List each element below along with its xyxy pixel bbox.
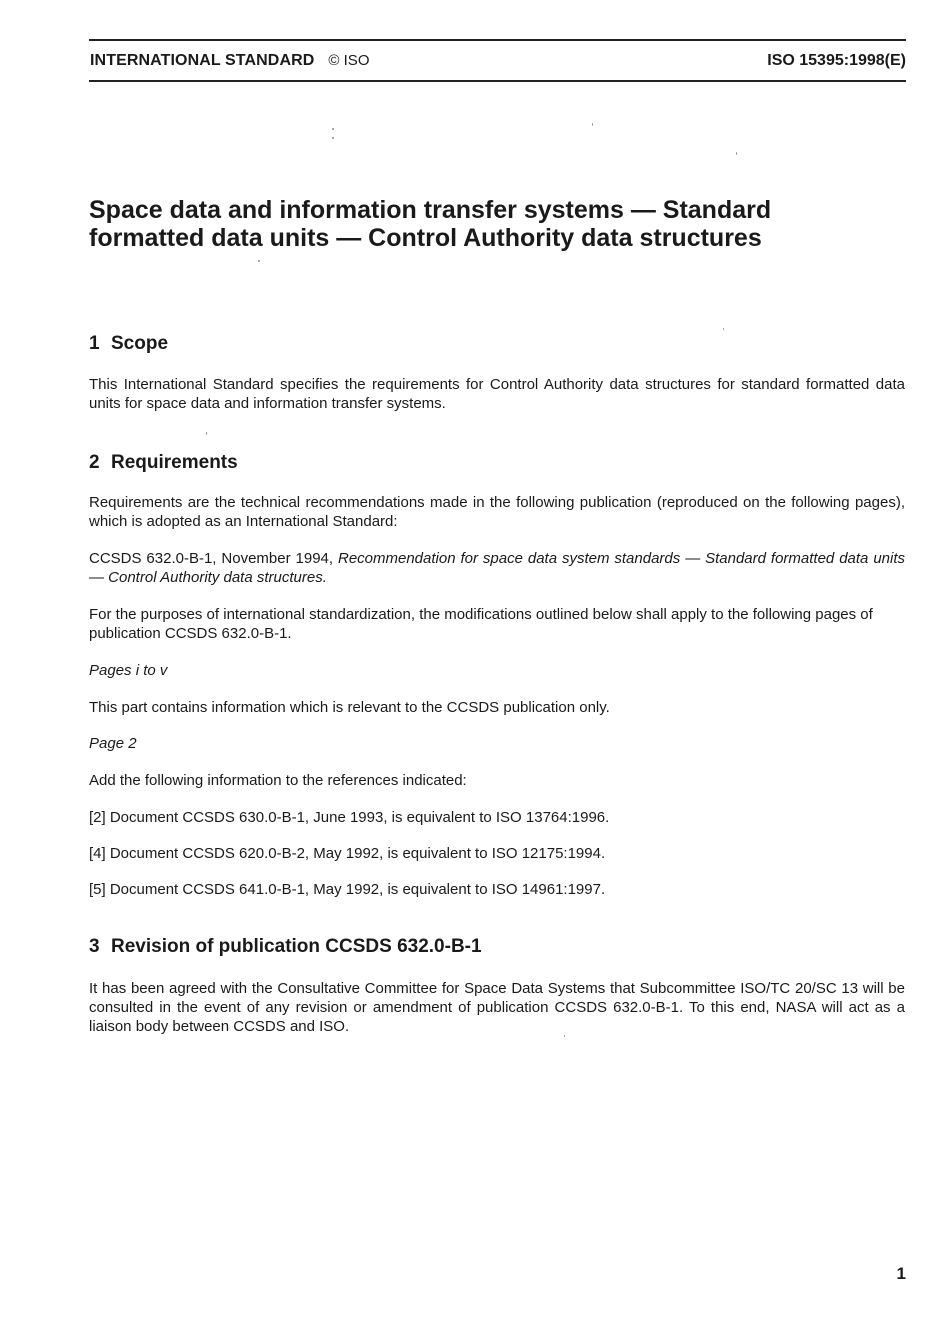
header-top-rule: [89, 39, 906, 41]
section-number: 2: [89, 452, 100, 473]
page2-label: Page 2: [89, 735, 137, 752]
section-title: Requirements: [111, 452, 238, 473]
page2-text: Add the following information to the references indicated:: [89, 772, 467, 789]
section-heading-revision: [89, 936, 482, 958]
citation-id: CCSDS 632.0-B-1, November 1994,: [89, 550, 334, 567]
scan-speck: [736, 152, 737, 155]
revision-paragraph: It has been agreed with the Consultative Committee for Space Data Systems that Subcommittee ISO/TC 20/SC 13 will be consulted in the event of any revision or amendment of publication CCSDS 632.0-B-1. To this end, NASA will act as a liaison body between CCSDS and ISO.: [89, 980, 905, 1035]
section-number: 1: [89, 333, 100, 354]
section-heading-scope: [89, 333, 168, 355]
section-heading-requirements: [89, 452, 238, 474]
section-title: Revision of publication CCSDS 632.0-B-1: [111, 936, 482, 957]
copyright-label: © ISO: [328, 52, 370, 69]
scan-speck: [332, 137, 334, 139]
page-header: [90, 51, 906, 71]
standard-label: INTERNATIONAL STANDARD: [90, 52, 315, 69]
section-number: 3: [89, 936, 100, 957]
document-title: Space data and information transfer systems — Standard formatted data units — Control Authority data structures: [89, 196, 772, 252]
reference-item: [5] Document CCSDS 641.0-B-1, May 1992, is equivalent to ISO 14961:1997.: [89, 881, 606, 898]
scan-speck: [206, 432, 207, 435]
citation-title: Recommendation for space data system standards — Standard formatted data units — Control Authority data structures.: [89, 550, 906, 586]
page-number: 1: [896, 1264, 906, 1283]
scan-speck: [564, 1035, 565, 1037]
reference-item: [4] Document CCSDS 620.0-B-2, May 1992, is equivalent to ISO 12175:1994.: [89, 845, 606, 862]
scan-speck: [723, 328, 724, 330]
requirements-citation: [89, 549, 905, 587]
document-id: ISO 15395:1998(E): [767, 52, 906, 69]
scan-speck: [258, 260, 260, 262]
pages-label: Pages i to v: [89, 662, 168, 679]
requirements-purpose: For the purposes of international standardization, the modifications outlined below shall apply to the following pages of publication CCSDS 632.0-B-1.: [89, 606, 873, 642]
header-bottom-rule: [89, 80, 906, 82]
requirements-intro: Requirements are the technical recommendations made in the following publication (reproduced on the following pages), which is adopted as an International Standard:: [89, 494, 905, 530]
reference-item: [2] Document CCSDS 630.0-B-1, June 1993, is equivalent to ISO 13764:1996.: [89, 809, 610, 826]
pages-text: This part contains information which is relevant to the CCSDS publication only.: [89, 699, 610, 716]
scan-speck: [332, 128, 334, 130]
section-title: Scope: [111, 333, 169, 354]
header-left: [90, 51, 369, 71]
scope-paragraph: This International Standard specifies the requirements for Control Authority data structures for standard formatted data units for space data and information transfer systems.: [89, 376, 905, 412]
scan-speck: [592, 123, 593, 126]
